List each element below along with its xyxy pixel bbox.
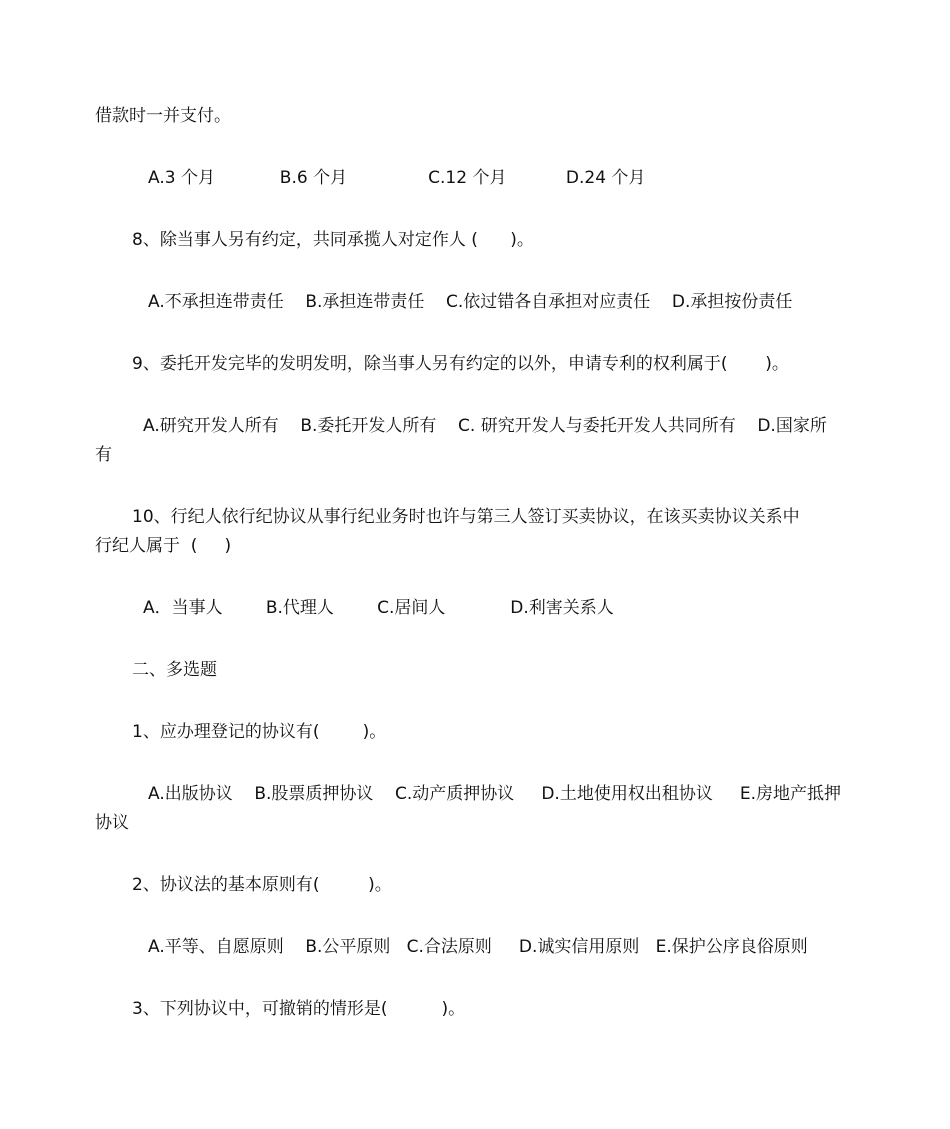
section-heading: 二、多选题: [132, 660, 217, 680]
options-line: A．当事人 B.代理人 C.居间人 D.利害关系人: [143, 598, 614, 618]
options-line-continued: 有: [95, 445, 112, 465]
question-1: 1、应办理登记的协议有( )。: [132, 722, 387, 742]
options-line-continued: 协议: [95, 813, 129, 833]
options-line: A.不承担连带责任 B.承担连带责任 C.依过错各自承担对应责任 D.承担按份责任: [148, 292, 793, 312]
question-8: 8、除当事人另有约定，共同承揽人对定作人 ( )。: [132, 230, 534, 250]
options-line: A.3 个月 B.6 个月 C.12 个月 D.24 个月: [148, 168, 646, 188]
question-9: 9、委托开发完毕的发明发明，除当事人另有约定的以外，申请专利的权利属于( )。: [132, 354, 789, 374]
question-10-continued: 行纪人属于 ( ): [95, 536, 232, 556]
options-line: A.出版协议 B.股票质押协议 C.动产质押协议 D.土地使用权出租协议 E.房地产抵押: [148, 784, 841, 804]
options-line: A.研究开发人所有 B.委托开发人所有 C. 研究开发人与委托开发人共同所有 D.国家所: [143, 416, 827, 436]
question-3: 3、下列协议中，可撤销的情形是( )。: [132, 999, 466, 1019]
question-2: 2、协议法的基本原则有( )。: [132, 875, 392, 895]
options-line: A.平等、自愿原则 B.公平原则 C.合法原则 D.诚实信用原则 E.保护公序良俗原则: [148, 937, 808, 957]
question-10: 10、行纪人依行纪协议从事行纪业务时也许与第三人签订买卖协议，在该买卖协议关系中: [132, 507, 800, 527]
text-line: 借款时一并支付。: [95, 106, 231, 126]
